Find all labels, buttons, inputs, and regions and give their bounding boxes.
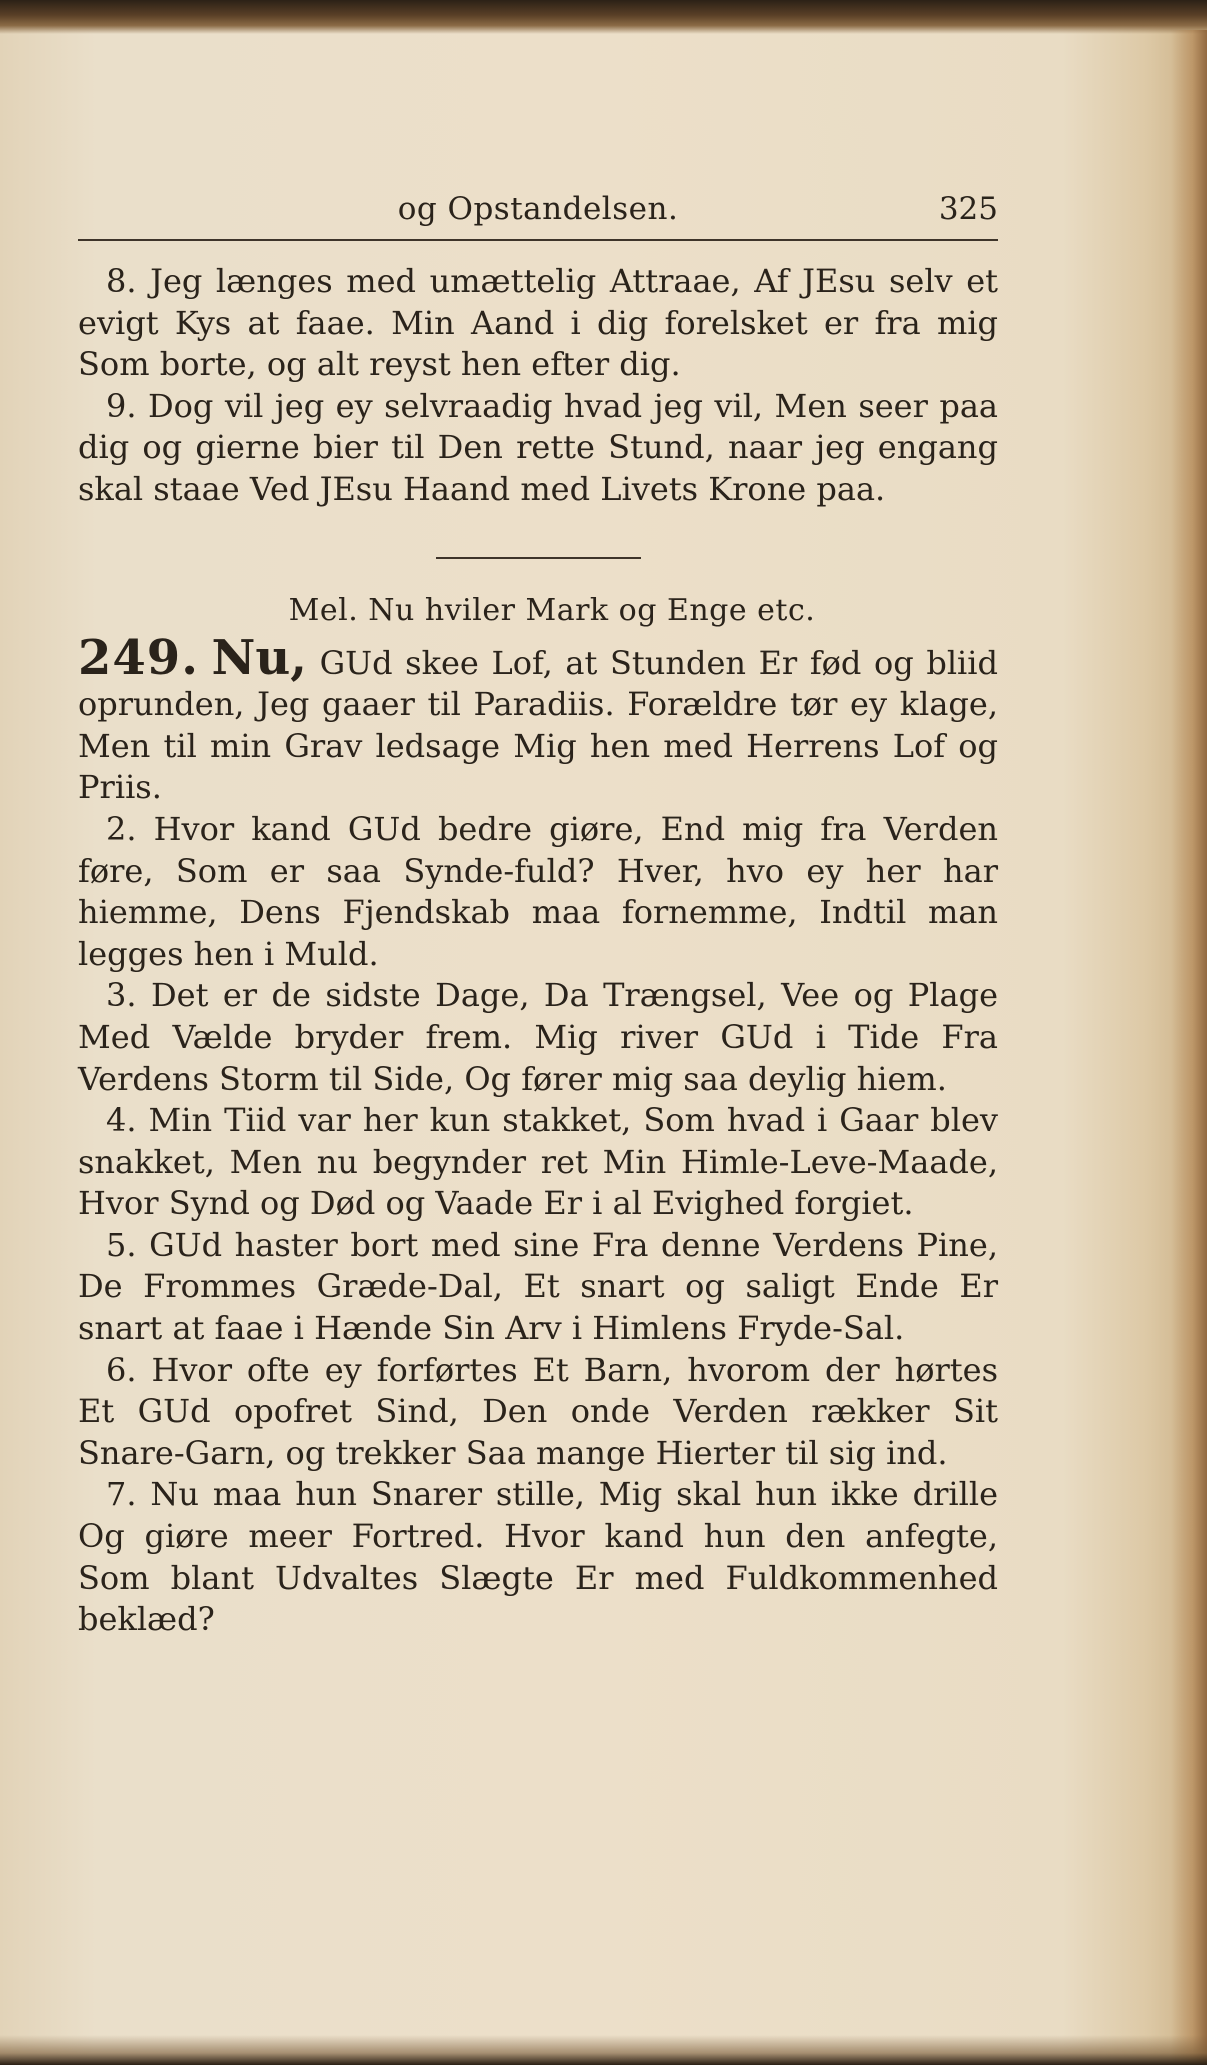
verse-text: Min Tiid var her kun stakket, Som hvad i Gaar blev snakket, Men nu begynder ret Min Himle-Leve-Maade, Hvor Synd og Død og Vaade Er i al Evighed forgiet.: [78, 1101, 999, 1223]
verse-number: 5.: [106, 1225, 137, 1264]
verse-text: Det er de sidste Dage, Da Trængsel, Vee og Plage Med Vælde bryder frem. Mig river GUd i Tide Fra Verdens Storm til Side, Og fører mig saa deylig hiem.: [78, 976, 999, 1098]
verse-3: [78, 975, 998, 1100]
verse-text: Nu maa hun Snarer stille, Mig skal hun ikke drille Og giøre meer Fortred. Hvor kand hun den anfegte, Som blant Udvaltes Slægte Er med Fuldkommenhed beklæd?: [78, 1475, 999, 1639]
verse-number: 6.: [106, 1350, 137, 1389]
verse-8: [78, 261, 998, 386]
hymn-initial-word: Nu,: [211, 629, 307, 686]
running-title: og Opstandelsen.: [397, 191, 679, 227]
verse-number: 8.: [106, 262, 137, 300]
verse-text: Hvor kand GUd bedre giøre, End mig fra Verden føre, Som er saa Synde-fuld? Hver, hvo ey her har hiemme, Dens Fjendskab maa fornemme, Indtil man legges hen i Muld.: [78, 809, 999, 973]
verse-6: [78, 1350, 998, 1475]
verse-number: 7.: [106, 1475, 137, 1514]
page-top-edge-shadow: [0, 0, 1207, 34]
verse-text: GUd skee Lof, at Stunden Er fød og bliid oprunden, Jeg gaaer til Paradiis. Forældre tør ey klage, Men til min Grav ledsage Mig hen med Herrens Lof og Priis.: [78, 643, 999, 807]
section-divider: [436, 557, 641, 559]
verse-5: [78, 1225, 998, 1350]
verse-4: [78, 1100, 998, 1225]
melody-line: Mel. Nu hviler Mark og Enge etc.: [288, 592, 816, 628]
verse-2: [78, 809, 998, 975]
verse-9: [78, 386, 998, 511]
hymn-first-verse: [78, 629, 999, 809]
page-bottom-edge-shadow: [0, 2035, 1207, 2065]
hymn-249: [78, 593, 998, 1641]
header-rule: [78, 239, 998, 241]
verse-text: GUd haster bort med sine Fra denne Verdens Pine, De Frommes Græde-Dal, Et snart og saligt Ende Er snart at faae i Hænde Sin Arv i Himlens Fryde-Sal.: [78, 1225, 999, 1348]
page-right-edge-shadow: [1171, 30, 1207, 2065]
verse-text: Hvor ofte ey forførtes Et Barn, hvorom der hørtes Et GUd opofret Sind, Den onde Verden rækker Sit Snare-Garn, og trekker Saa mange Hierter til sig ind.: [78, 1350, 999, 1472]
verse-number: 2.: [106, 809, 137, 848]
verse-text: Dog vil jeg ey selvraadig hvad jeg vil, Men seer paa dig og gierne bier til Den rette Stund, naar jeg engang skal staae Ved JEsu Haand med Livets Krone paa.: [78, 386, 999, 508]
page-content: [78, 185, 998, 1641]
verse-text: Jeg længes med umættelig Attraae, Af JEsu selv et evigt Kys at faae. Min Aand i dig forelsket er fra mig Som borte, og alt reyst hen efter dig.: [78, 262, 999, 384]
verse-7: [78, 1474, 998, 1640]
page-number: 325: [938, 191, 998, 227]
verse-number: 3.: [106, 976, 137, 1015]
prior-hymn-ending: [78, 261, 998, 511]
verse-number: 9.: [106, 386, 137, 425]
hymn-number: 249.: [78, 629, 199, 686]
verse-number: 4.: [106, 1101, 137, 1140]
page-header: [78, 185, 998, 231]
